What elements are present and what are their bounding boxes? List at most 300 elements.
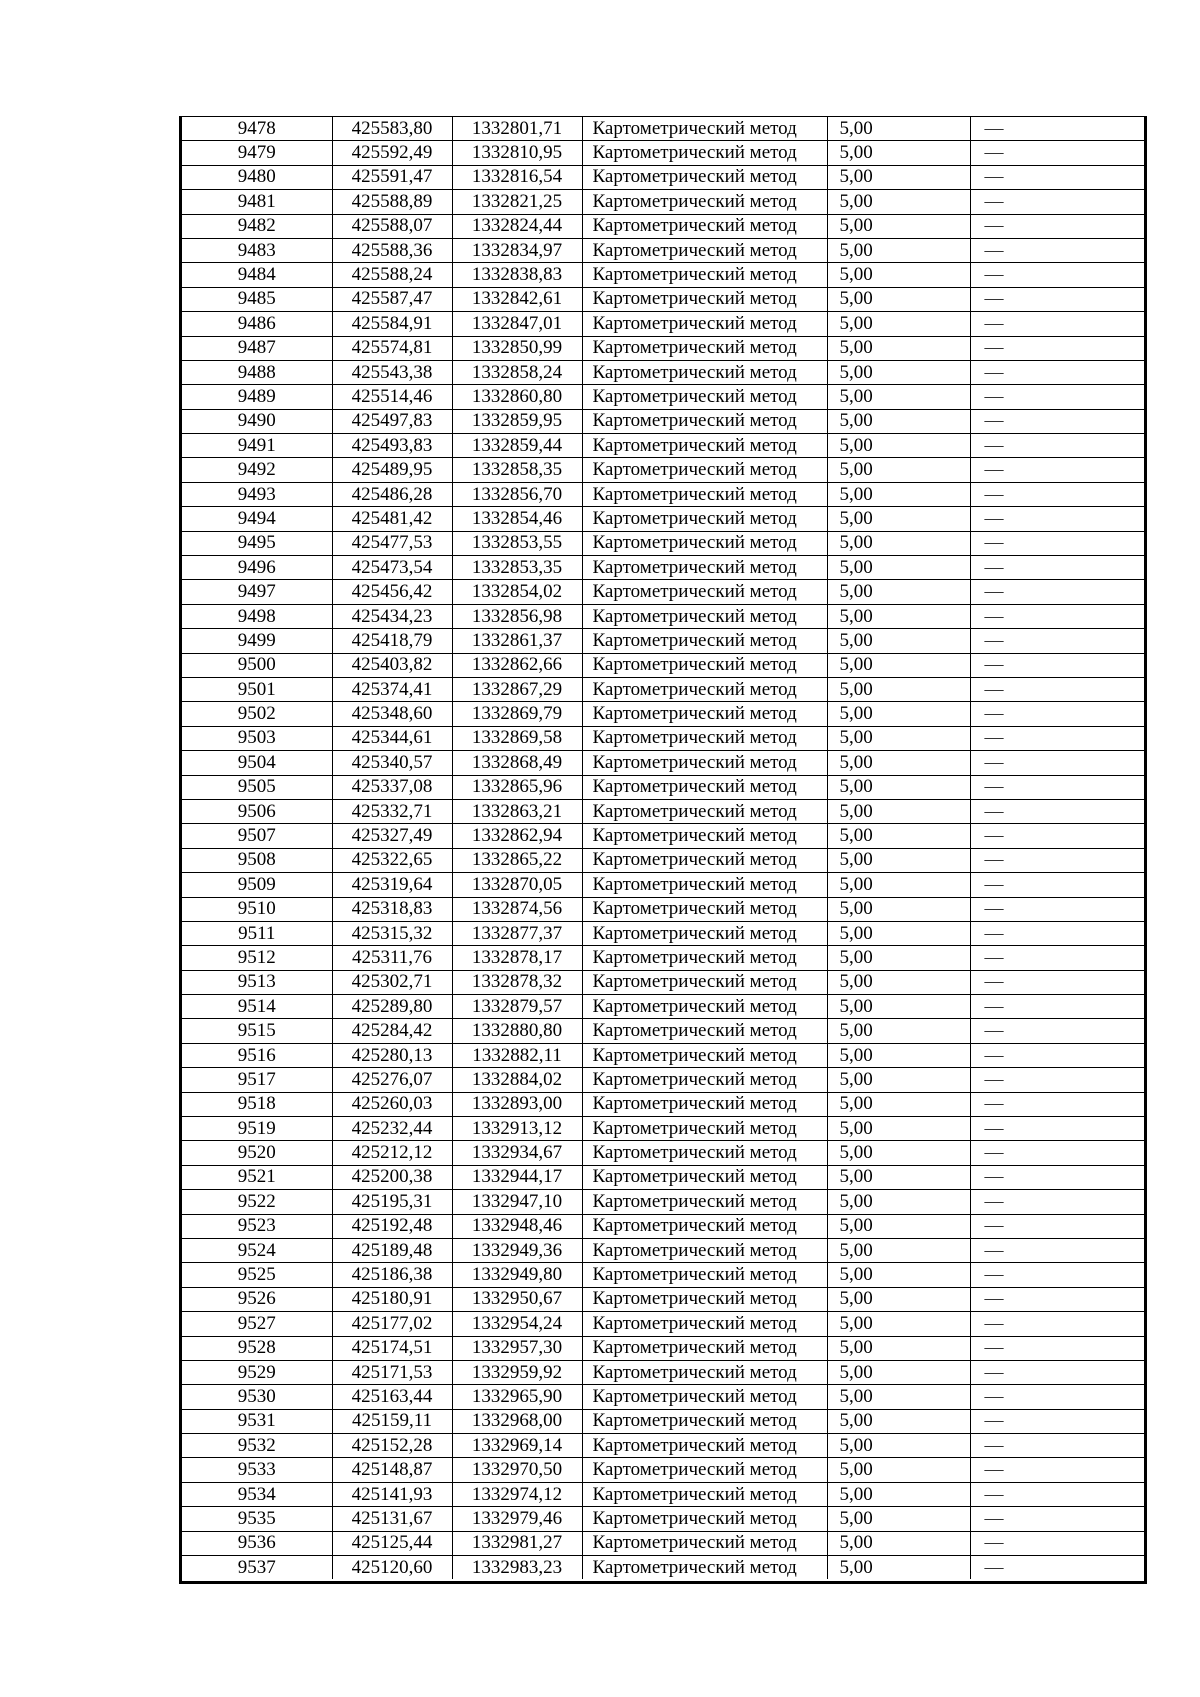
point-number-cell: 9525 <box>182 1263 332 1287</box>
table-row <box>182 141 1144 165</box>
y-coordinate-cell: 1332821,25 <box>452 190 582 214</box>
y-coordinate-cell: 1332858,24 <box>452 360 582 384</box>
method-cell: Картометрический метод <box>582 190 827 214</box>
description-cell: — <box>970 360 1144 384</box>
description-cell: — <box>970 1214 1144 1238</box>
x-coordinate-cell: 425276,07 <box>332 1068 452 1092</box>
y-coordinate-cell: 1332856,70 <box>452 482 582 506</box>
x-coordinate-cell: 425489,95 <box>332 458 452 482</box>
x-coordinate-cell: 425319,64 <box>332 873 452 897</box>
table-row <box>182 1043 1144 1067</box>
description-cell: — <box>970 775 1144 799</box>
accuracy-cell: 5,00 <box>827 995 970 1019</box>
y-coordinate-cell: 1332968,00 <box>452 1409 582 1433</box>
y-coordinate-cell: 1332869,58 <box>452 726 582 750</box>
x-coordinate-cell: 425280,13 <box>332 1043 452 1067</box>
method-cell: Картометрический метод <box>582 848 827 872</box>
x-coordinate-cell: 425574,81 <box>332 336 452 360</box>
y-coordinate-cell: 1332954,24 <box>452 1312 582 1336</box>
method-cell: Картометрический метод <box>582 1336 827 1360</box>
description-cell: — <box>970 1263 1144 1287</box>
accuracy-cell: 5,00 <box>827 726 970 750</box>
method-cell: Картометрический метод <box>582 702 827 726</box>
method-cell: Картометрический метод <box>582 653 827 677</box>
description-cell: — <box>970 190 1144 214</box>
method-cell: Картометрический метод <box>582 799 827 823</box>
x-coordinate-cell: 425587,47 <box>332 287 452 311</box>
x-coordinate-cell: 425163,44 <box>332 1385 452 1409</box>
table-row <box>182 165 1144 189</box>
y-coordinate-cell: 1332870,05 <box>452 873 582 897</box>
accuracy-cell: 5,00 <box>827 897 970 921</box>
method-cell: Картометрический метод <box>582 117 827 141</box>
point-number-cell: 9498 <box>182 604 332 628</box>
point-number-cell: 9517 <box>182 1068 332 1092</box>
table-row <box>182 995 1144 1019</box>
accuracy-cell: 5,00 <box>827 921 970 945</box>
description-cell: — <box>970 409 1144 433</box>
y-coordinate-cell: 1332862,94 <box>452 824 582 848</box>
description-cell: — <box>970 1312 1144 1336</box>
y-coordinate-cell: 1332878,17 <box>452 946 582 970</box>
accuracy-cell: 5,00 <box>827 312 970 336</box>
table-row <box>182 1117 1144 1141</box>
method-cell: Картометрический метод <box>582 409 827 433</box>
method-cell: Картометрический метод <box>582 775 827 799</box>
description-cell: — <box>970 1238 1144 1262</box>
method-cell: Картометрический метод <box>582 1043 827 1067</box>
x-coordinate-cell: 425318,83 <box>332 897 452 921</box>
y-coordinate-cell: 1332957,30 <box>452 1336 582 1360</box>
table-row <box>182 604 1144 628</box>
description-cell: — <box>970 1043 1144 1067</box>
method-cell: Картометрический метод <box>582 531 827 555</box>
table-row <box>182 1287 1144 1311</box>
method-cell: Картометрический метод <box>582 507 827 531</box>
method-cell: Картометрический метод <box>582 263 827 287</box>
point-number-cell: 9495 <box>182 531 332 555</box>
point-number-cell: 9535 <box>182 1507 332 1531</box>
point-number-cell: 9482 <box>182 214 332 238</box>
y-coordinate-cell: 1332884,02 <box>452 1068 582 1092</box>
description-cell: — <box>970 873 1144 897</box>
accuracy-cell: 5,00 <box>827 1385 970 1409</box>
y-coordinate-cell: 1332974,12 <box>452 1482 582 1506</box>
method-cell: Картометрический метод <box>582 458 827 482</box>
method-cell: Картометрический метод <box>582 1190 827 1214</box>
accuracy-cell: 5,00 <box>827 336 970 360</box>
description-cell: — <box>970 1531 1144 1555</box>
description-cell: — <box>970 1165 1144 1189</box>
accuracy-cell: 5,00 <box>827 1434 970 1458</box>
x-coordinate-cell: 425212,12 <box>332 1141 452 1165</box>
x-coordinate-cell: 425588,24 <box>332 263 452 287</box>
x-coordinate-cell: 425348,60 <box>332 702 452 726</box>
x-coordinate-cell: 425344,61 <box>332 726 452 750</box>
accuracy-cell: 5,00 <box>827 1019 970 1043</box>
x-coordinate-cell: 425315,32 <box>332 921 452 945</box>
y-coordinate-cell: 1332882,11 <box>452 1043 582 1067</box>
x-coordinate-cell: 425141,93 <box>332 1482 452 1506</box>
y-coordinate-cell: 1332970,50 <box>452 1458 582 1482</box>
description-cell: — <box>970 1458 1144 1482</box>
point-number-cell: 9530 <box>182 1385 332 1409</box>
x-coordinate-cell: 425418,79 <box>332 629 452 653</box>
y-coordinate-cell: 1332859,95 <box>452 409 582 433</box>
point-number-cell: 9496 <box>182 556 332 580</box>
point-number-cell: 9486 <box>182 312 332 336</box>
table-row <box>182 726 1144 750</box>
y-coordinate-cell: 1332934,67 <box>452 1141 582 1165</box>
x-coordinate-cell: 425180,91 <box>332 1287 452 1311</box>
description-cell: — <box>970 702 1144 726</box>
accuracy-cell: 5,00 <box>827 1263 970 1287</box>
accuracy-cell: 5,00 <box>827 1068 970 1092</box>
method-cell: Картометрический метод <box>582 677 827 701</box>
point-number-cell: 9491 <box>182 434 332 458</box>
method-cell: Картометрический метод <box>582 1287 827 1311</box>
x-coordinate-cell: 425337,08 <box>332 775 452 799</box>
y-coordinate-cell: 1332874,56 <box>452 897 582 921</box>
description-cell: — <box>970 556 1144 580</box>
point-number-cell: 9526 <box>182 1287 332 1311</box>
point-number-cell: 9521 <box>182 1165 332 1189</box>
y-coordinate-cell: 1332877,37 <box>452 921 582 945</box>
y-coordinate-cell: 1332847,01 <box>452 312 582 336</box>
point-number-cell: 9533 <box>182 1458 332 1482</box>
accuracy-cell: 5,00 <box>827 751 970 775</box>
accuracy-cell: 5,00 <box>827 409 970 433</box>
x-coordinate-cell: 425195,31 <box>332 1190 452 1214</box>
description-cell: — <box>970 1287 1144 1311</box>
method-cell: Картометрический метод <box>582 1531 827 1555</box>
accuracy-cell: 5,00 <box>827 1531 970 1555</box>
method-cell: Картометрический метод <box>582 604 827 628</box>
accuracy-cell: 5,00 <box>827 482 970 506</box>
y-coordinate-cell: 1332879,57 <box>452 995 582 1019</box>
accuracy-cell: 5,00 <box>827 1287 970 1311</box>
y-coordinate-cell: 1332950,67 <box>452 1287 582 1311</box>
table-row <box>182 1312 1144 1336</box>
y-coordinate-cell: 1332810,95 <box>452 141 582 165</box>
description-cell: — <box>970 653 1144 677</box>
method-cell: Картометрический метод <box>582 1458 827 1482</box>
x-coordinate-cell: 425186,38 <box>332 1263 452 1287</box>
x-coordinate-cell: 425192,48 <box>332 1214 452 1238</box>
accuracy-cell: 5,00 <box>827 531 970 555</box>
accuracy-cell: 5,00 <box>827 1360 970 1384</box>
accuracy-cell: 5,00 <box>827 1214 970 1238</box>
accuracy-cell: 5,00 <box>827 799 970 823</box>
table-row <box>182 434 1144 458</box>
description-cell: — <box>970 897 1144 921</box>
x-coordinate-cell: 425481,42 <box>332 507 452 531</box>
point-number-cell: 9520 <box>182 1141 332 1165</box>
method-cell: Картометрический метод <box>582 1507 827 1531</box>
table-row <box>182 1190 1144 1214</box>
y-coordinate-cell: 1332869,79 <box>452 702 582 726</box>
table-row <box>182 946 1144 970</box>
x-coordinate-cell: 425473,54 <box>332 556 452 580</box>
x-coordinate-cell: 425403,82 <box>332 653 452 677</box>
method-cell: Картометрический метод <box>582 1482 827 1506</box>
x-coordinate-cell: 425327,49 <box>332 824 452 848</box>
table-row <box>182 1238 1144 1262</box>
method-cell: Картометрический метод <box>582 1092 827 1116</box>
method-cell: Картометрический метод <box>582 1117 827 1141</box>
point-number-cell: 9485 <box>182 287 332 311</box>
x-coordinate-cell: 425434,23 <box>332 604 452 628</box>
method-cell: Картометрический метод <box>582 1434 827 1458</box>
description-cell: — <box>970 970 1144 994</box>
method-cell: Картометрический метод <box>582 1019 827 1043</box>
accuracy-cell: 5,00 <box>827 458 970 482</box>
method-cell: Картометрический метод <box>582 287 827 311</box>
accuracy-cell: 5,00 <box>827 824 970 848</box>
accuracy-cell: 5,00 <box>827 775 970 799</box>
table-row <box>182 336 1144 360</box>
method-cell: Картометрический метод <box>582 1238 827 1262</box>
table-row <box>182 263 1144 287</box>
point-number-cell: 9508 <box>182 848 332 872</box>
description-cell: — <box>970 458 1144 482</box>
method-cell: Картометрический метод <box>582 1360 827 1384</box>
description-cell: — <box>970 1556 1144 1580</box>
y-coordinate-cell: 1332965,90 <box>452 1385 582 1409</box>
point-number-cell: 9505 <box>182 775 332 799</box>
accuracy-cell: 5,00 <box>827 1556 970 1580</box>
table-row <box>182 775 1144 799</box>
y-coordinate-cell: 1332858,35 <box>452 458 582 482</box>
method-cell: Картометрический метод <box>582 482 827 506</box>
method-cell: Картометрический метод <box>582 141 827 165</box>
table-row <box>182 824 1144 848</box>
point-number-cell: 9534 <box>182 1482 332 1506</box>
y-coordinate-cell: 1332969,14 <box>452 1434 582 1458</box>
table-row <box>182 873 1144 897</box>
x-coordinate-cell: 425374,41 <box>332 677 452 701</box>
y-coordinate-cell: 1332850,99 <box>452 336 582 360</box>
y-coordinate-cell: 1332860,80 <box>452 385 582 409</box>
y-coordinate-cell: 1332863,21 <box>452 799 582 823</box>
table-row <box>182 1556 1144 1580</box>
table-row <box>182 1165 1144 1189</box>
point-number-cell: 9483 <box>182 238 332 262</box>
method-cell: Картометрический метод <box>582 434 827 458</box>
point-number-cell: 9504 <box>182 751 332 775</box>
point-number-cell: 9484 <box>182 263 332 287</box>
x-coordinate-cell: 425159,11 <box>332 1409 452 1433</box>
y-coordinate-cell: 1332856,98 <box>452 604 582 628</box>
description-cell: — <box>970 117 1144 141</box>
x-coordinate-cell: 425311,76 <box>332 946 452 970</box>
point-number-cell: 9513 <box>182 970 332 994</box>
point-number-cell: 9500 <box>182 653 332 677</box>
method-cell: Картометрический метод <box>582 946 827 970</box>
accuracy-cell: 5,00 <box>827 1458 970 1482</box>
x-coordinate-cell: 425289,80 <box>332 995 452 1019</box>
x-coordinate-cell: 425125,44 <box>332 1531 452 1555</box>
point-number-cell: 9489 <box>182 385 332 409</box>
point-number-cell: 9510 <box>182 897 332 921</box>
description-cell: — <box>970 921 1144 945</box>
accuracy-cell: 5,00 <box>827 1238 970 1262</box>
table-row <box>182 117 1144 141</box>
y-coordinate-cell: 1332893,00 <box>452 1092 582 1116</box>
method-cell: Картометрический метод <box>582 336 827 360</box>
method-cell: Картометрический метод <box>582 921 827 945</box>
x-coordinate-cell: 425177,02 <box>332 1312 452 1336</box>
table-row <box>182 190 1144 214</box>
x-coordinate-cell: 425456,42 <box>332 580 452 604</box>
description-cell: — <box>970 1360 1144 1384</box>
point-number-cell: 9537 <box>182 1556 332 1580</box>
accuracy-cell: 5,00 <box>827 360 970 384</box>
description-cell: — <box>970 726 1144 750</box>
description-cell: — <box>970 1336 1144 1360</box>
y-coordinate-cell: 1332981,27 <box>452 1531 582 1555</box>
x-coordinate-cell: 425120,60 <box>332 1556 452 1580</box>
x-coordinate-cell: 425332,71 <box>332 799 452 823</box>
y-coordinate-cell: 1332944,17 <box>452 1165 582 1189</box>
coordinates-table <box>182 116 1144 1579</box>
description-cell: — <box>970 677 1144 701</box>
accuracy-cell: 5,00 <box>827 604 970 628</box>
accuracy-cell: 5,00 <box>827 263 970 287</box>
description-cell: — <box>970 1019 1144 1043</box>
y-coordinate-cell: 1332816,54 <box>452 165 582 189</box>
description-cell: — <box>970 507 1144 531</box>
x-coordinate-cell: 425497,83 <box>332 409 452 433</box>
y-coordinate-cell: 1332983,23 <box>452 1556 582 1580</box>
description-cell: — <box>970 214 1144 238</box>
table-row <box>182 1360 1144 1384</box>
point-number-cell: 9478 <box>182 117 332 141</box>
x-coordinate-cell: 425152,28 <box>332 1434 452 1458</box>
point-number-cell: 9522 <box>182 1190 332 1214</box>
description-cell: — <box>970 336 1144 360</box>
accuracy-cell: 5,00 <box>827 873 970 897</box>
accuracy-cell: 5,00 <box>827 507 970 531</box>
method-cell: Картометрический метод <box>582 165 827 189</box>
y-coordinate-cell: 1332842,61 <box>452 287 582 311</box>
point-number-cell: 9499 <box>182 629 332 653</box>
method-cell: Картометрический метод <box>582 1556 827 1580</box>
table-row <box>182 848 1144 872</box>
accuracy-cell: 5,00 <box>827 677 970 701</box>
y-coordinate-cell: 1332913,12 <box>452 1117 582 1141</box>
table-row <box>182 970 1144 994</box>
table-row <box>182 1385 1144 1409</box>
description-cell: — <box>970 1482 1144 1506</box>
table-row <box>182 1531 1144 1555</box>
y-coordinate-cell: 1332801,71 <box>452 117 582 141</box>
y-coordinate-cell: 1332959,92 <box>452 1360 582 1384</box>
method-cell: Картометрический метод <box>582 1165 827 1189</box>
description-cell: — <box>970 482 1144 506</box>
accuracy-cell: 5,00 <box>827 556 970 580</box>
x-coordinate-cell: 425284,42 <box>332 1019 452 1043</box>
point-number-cell: 9524 <box>182 1238 332 1262</box>
x-coordinate-cell: 425302,71 <box>332 970 452 994</box>
coordinates-table-body <box>182 117 1144 1580</box>
method-cell: Картометрический метод <box>582 1214 827 1238</box>
description-cell: — <box>970 531 1144 555</box>
method-cell: Картометрический метод <box>582 360 827 384</box>
x-coordinate-cell: 425189,48 <box>332 1238 452 1262</box>
point-number-cell: 9497 <box>182 580 332 604</box>
description-cell: — <box>970 848 1144 872</box>
y-coordinate-cell: 1332949,80 <box>452 1263 582 1287</box>
accuracy-cell: 5,00 <box>827 117 970 141</box>
table-row <box>182 556 1144 580</box>
x-coordinate-cell: 425588,07 <box>332 214 452 238</box>
y-coordinate-cell: 1332979,46 <box>452 1507 582 1531</box>
point-number-cell: 9503 <box>182 726 332 750</box>
accuracy-cell: 5,00 <box>827 1141 970 1165</box>
coordinates-table-sheet <box>179 116 1147 1584</box>
x-coordinate-cell: 425592,49 <box>332 141 452 165</box>
accuracy-cell: 5,00 <box>827 580 970 604</box>
method-cell: Картометрический метод <box>582 824 827 848</box>
table-row <box>182 702 1144 726</box>
table-row <box>182 1092 1144 1116</box>
method-cell: Картометрический метод <box>582 629 827 653</box>
accuracy-cell: 5,00 <box>827 214 970 238</box>
table-row <box>182 1434 1144 1458</box>
accuracy-cell: 5,00 <box>827 287 970 311</box>
point-number-cell: 9527 <box>182 1312 332 1336</box>
description-cell: — <box>970 995 1144 1019</box>
point-number-cell: 9502 <box>182 702 332 726</box>
point-number-cell: 9479 <box>182 141 332 165</box>
y-coordinate-cell: 1332859,44 <box>452 434 582 458</box>
description-cell: — <box>970 287 1144 311</box>
x-coordinate-cell: 425591,47 <box>332 165 452 189</box>
table-row <box>182 238 1144 262</box>
point-number-cell: 9488 <box>182 360 332 384</box>
x-coordinate-cell: 425588,36 <box>332 238 452 262</box>
accuracy-cell: 5,00 <box>827 385 970 409</box>
accuracy-cell: 5,00 <box>827 1482 970 1506</box>
table-row <box>182 1263 1144 1287</box>
method-cell: Картометрический метод <box>582 238 827 262</box>
description-cell: — <box>970 751 1144 775</box>
accuracy-cell: 5,00 <box>827 238 970 262</box>
description-cell: — <box>970 165 1144 189</box>
y-coordinate-cell: 1332854,46 <box>452 507 582 531</box>
x-coordinate-cell: 425486,28 <box>332 482 452 506</box>
y-coordinate-cell: 1332949,36 <box>452 1238 582 1262</box>
x-coordinate-cell: 425543,38 <box>332 360 452 384</box>
table-row <box>182 921 1144 945</box>
description-cell: — <box>970 263 1144 287</box>
method-cell: Картометрический метод <box>582 214 827 238</box>
method-cell: Картометрический метод <box>582 1312 827 1336</box>
accuracy-cell: 5,00 <box>827 1165 970 1189</box>
description-cell: — <box>970 799 1144 823</box>
accuracy-cell: 5,00 <box>827 970 970 994</box>
y-coordinate-cell: 1332862,66 <box>452 653 582 677</box>
description-cell: — <box>970 1507 1144 1531</box>
point-number-cell: 9493 <box>182 482 332 506</box>
table-row <box>182 1409 1144 1433</box>
point-number-cell: 9512 <box>182 946 332 970</box>
table-row <box>182 653 1144 677</box>
table-row <box>182 799 1144 823</box>
x-coordinate-cell: 425260,03 <box>332 1092 452 1116</box>
point-number-cell: 9532 <box>182 1434 332 1458</box>
